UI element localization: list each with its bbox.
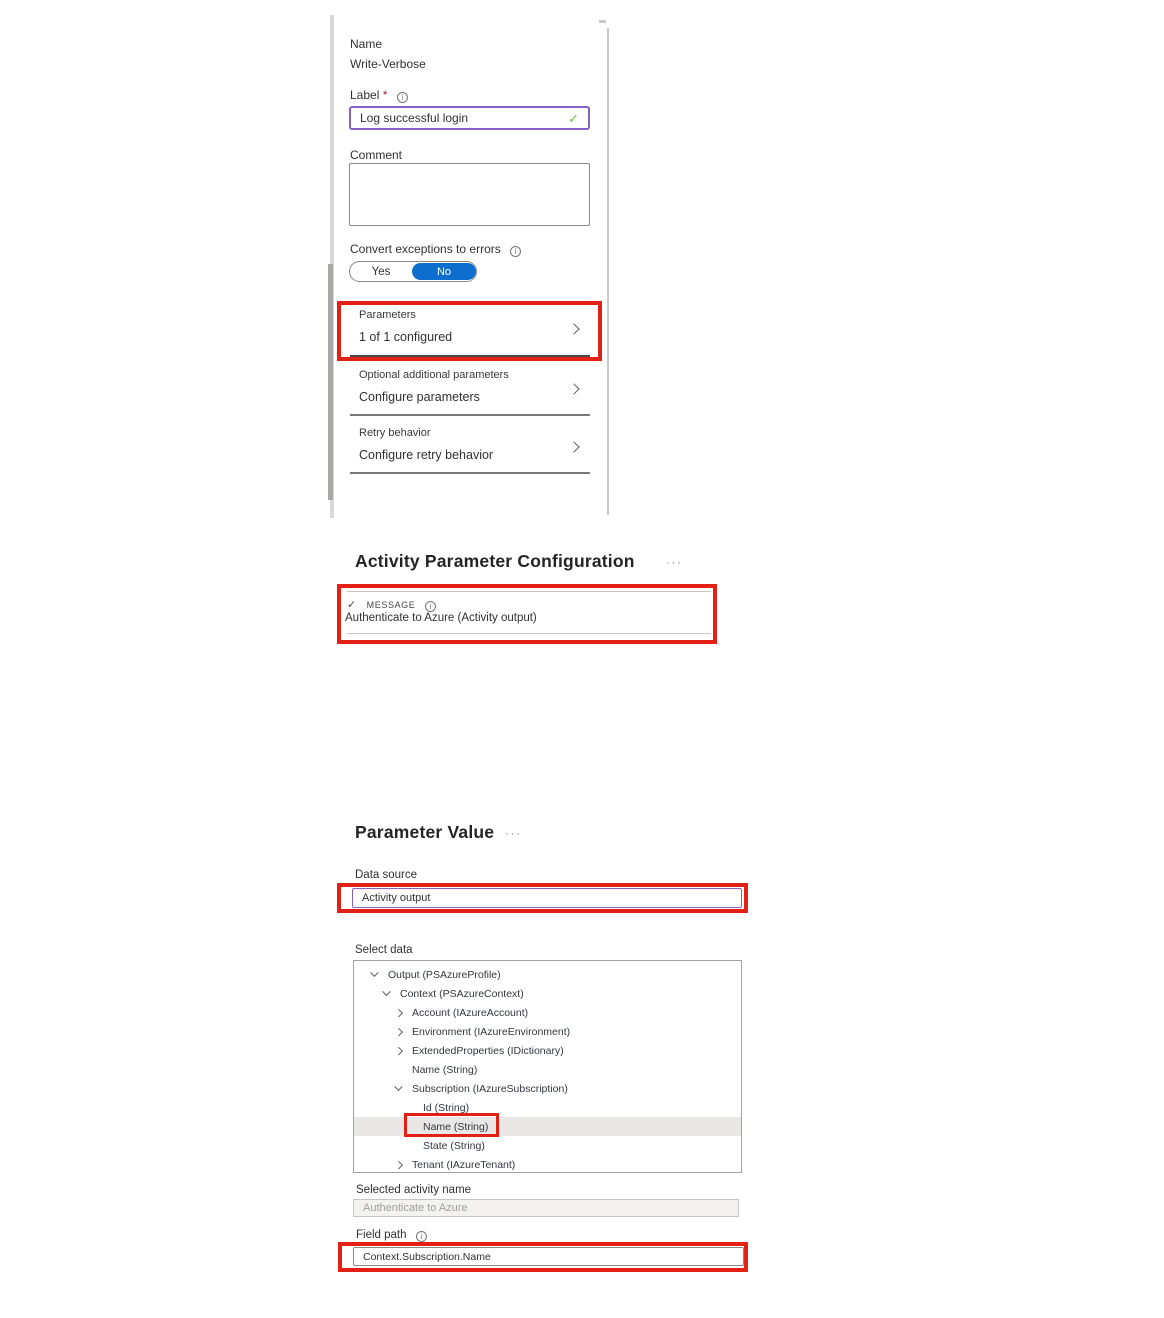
convert-exceptions-toggle[interactable]	[349, 261, 477, 282]
field-path-text: Field path	[356, 1229, 407, 1241]
tree-node-label: Subscription (IAzureSubscription)	[412, 1082, 568, 1095]
check-icon	[568, 111, 579, 127]
tree-node-context-psazurecontext[interactable]	[354, 984, 741, 1003]
parameters-subtitle: 1 of 1 configured	[359, 330, 453, 344]
tree-node-label: Context (PSAzureContext)	[400, 987, 524, 1000]
message-parameter-row[interactable]	[347, 595, 436, 613]
comment-label: Comment	[350, 148, 403, 162]
tree-node-label: State (String)	[423, 1139, 485, 1152]
message-parameter-name: MESSAGE	[366, 600, 416, 610]
chevron-down-icon[interactable]	[384, 984, 400, 1003]
label-text: Label	[350, 88, 380, 102]
convert-exceptions-text: Convert exceptions to errors	[350, 242, 501, 256]
chevron-right-icon[interactable]	[396, 1155, 412, 1173]
tree-node-label: Output (PSAzureProfile)	[388, 968, 501, 981]
chevron-right-icon	[568, 383, 579, 394]
convert-exceptions-label	[350, 242, 521, 257]
info-icon[interactable]	[397, 92, 408, 103]
divider	[347, 591, 711, 592]
field-path-value: Context.Subscription.Name	[363, 1250, 491, 1263]
retry-behavior-title: Retry behavior	[359, 427, 431, 439]
tree-node-subscription-iazuresubscription[interactable]	[354, 1079, 741, 1098]
message-parameter-value: Authenticate to Azure (Activity output)	[345, 612, 537, 624]
comment-input[interactable]	[349, 163, 590, 226]
tree-node-label: Id (String)	[423, 1101, 470, 1114]
divider	[347, 633, 711, 634]
tree-node-label: Name (String)	[423, 1120, 489, 1133]
retry-behavior-subtitle: Configure retry behavior	[359, 448, 494, 462]
chevron-right-icon[interactable]	[396, 1022, 412, 1041]
name-value: Write-Verbose	[350, 57, 426, 71]
select-data-label: Select data	[355, 944, 413, 956]
retry-behavior-row[interactable]	[350, 421, 590, 477]
name-label: Name	[350, 37, 383, 51]
optional-parameters-row[interactable]	[350, 363, 590, 419]
separator	[350, 414, 590, 416]
parameter-value-title: Parameter Value	[355, 822, 495, 842]
separator	[350, 355, 590, 357]
info-icon[interactable]	[416, 1231, 427, 1242]
info-icon[interactable]	[510, 246, 521, 257]
configured-check-icon	[347, 599, 356, 611]
left-scrollbar-thumb[interactable]	[328, 264, 333, 500]
separator	[350, 472, 590, 474]
field-path-input[interactable]	[353, 1247, 744, 1266]
right-scrollbar-tick	[599, 20, 606, 23]
selected-activity-value: Authenticate to Azure	[363, 1202, 468, 1214]
label-field-label	[350, 88, 408, 103]
data-source-value: Activity output	[362, 892, 431, 904]
tree-node-name-string[interactable]	[354, 1060, 741, 1079]
select-data-tree[interactable]	[353, 960, 742, 1173]
parameters-row[interactable]	[350, 303, 590, 359]
tree-node-environment-iazureenvironment[interactable]	[354, 1022, 741, 1041]
field-path-label	[356, 1229, 427, 1242]
more-options-icon[interactable]: ···	[666, 555, 683, 569]
chevron-right-icon	[568, 441, 579, 452]
optional-parameters-subtitle: Configure parameters	[359, 390, 480, 404]
chevron-right-icon	[568, 323, 579, 334]
tree-node-label: Account (IAzureAccount)	[412, 1006, 529, 1019]
chevron-right-icon[interactable]	[396, 1003, 412, 1022]
tree-node-label: ExtendedProperties (IDictionary)	[412, 1044, 564, 1057]
tree-node-account-iazureaccount[interactable]	[354, 1003, 741, 1022]
tree-node-tenant-iazuretenant[interactable]	[354, 1155, 741, 1173]
tree-node-label: Environment (IAzureEnvironment)	[412, 1025, 571, 1038]
data-source-select[interactable]	[352, 888, 742, 908]
chevron-down-icon[interactable]	[396, 1079, 412, 1098]
tree-node-label: Tenant (IAzureTenant)	[412, 1158, 516, 1171]
activity-parameter-configuration-title: Activity Parameter Configuration	[355, 551, 635, 571]
selected-activity-label: Selected activity name	[356, 1184, 472, 1196]
tree-node-name-string[interactable]	[354, 1117, 741, 1136]
parameters-title: Parameters	[359, 309, 416, 321]
chevron-right-icon[interactable]	[396, 1041, 412, 1060]
optional-parameters-title: Optional additional parameters	[359, 369, 509, 381]
label-input[interactable]	[349, 106, 590, 130]
info-icon[interactable]	[425, 601, 436, 612]
panel-right-border	[607, 28, 609, 515]
required-asterisk: *	[382, 88, 388, 102]
tree-node-state-string[interactable]	[354, 1136, 741, 1155]
chevron-down-icon[interactable]	[372, 965, 388, 984]
more-options-icon[interactable]: ···	[505, 826, 522, 840]
toggle-yes-option[interactable]: Yes	[371, 265, 391, 278]
tree-node-id-string[interactable]	[354, 1098, 741, 1117]
tree-node-output-psazureprofile[interactable]	[354, 965, 741, 984]
label-input-value: Log successful login	[360, 111, 469, 125]
toggle-no-option[interactable]: No	[412, 263, 476, 280]
data-source-label: Data source	[355, 869, 418, 881]
tree-node-label: Name (String)	[412, 1063, 478, 1076]
selected-activity-input	[353, 1199, 739, 1217]
tree-node-extendedproperties-idictionary[interactable]	[354, 1041, 741, 1060]
